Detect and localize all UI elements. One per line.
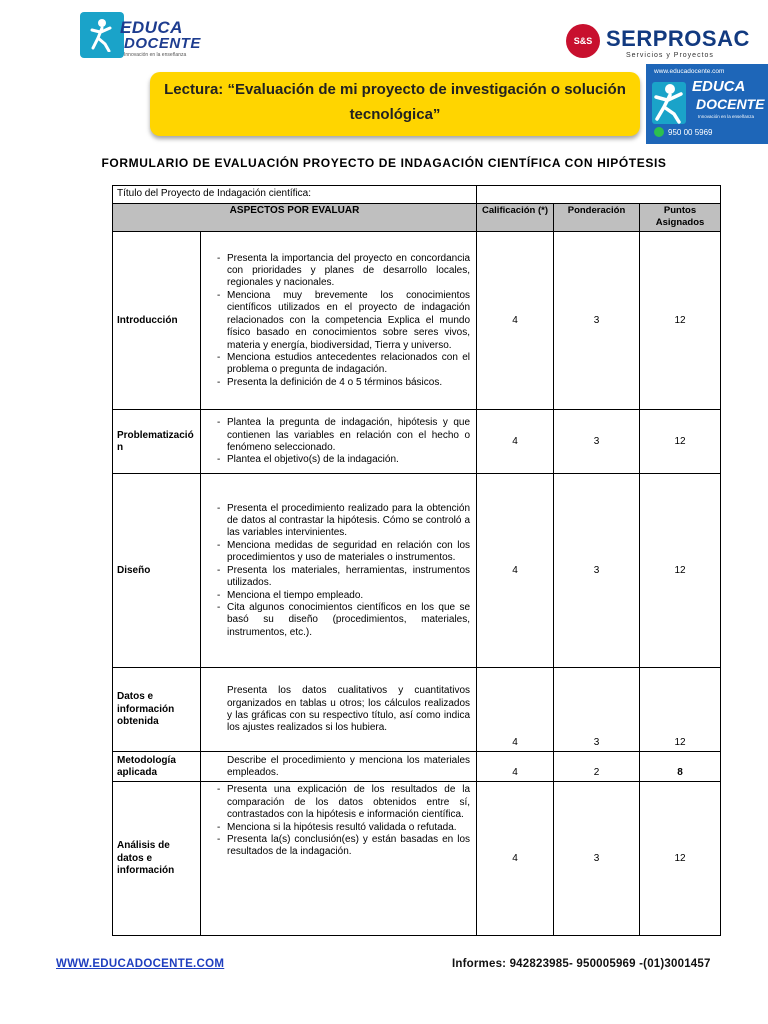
grade-cell: 4	[477, 668, 554, 752]
weight-cell: 3	[554, 668, 640, 752]
criteria-list	[217, 503, 470, 639]
criteria-item: - Presenta los materiales, herramientas, instrumentos utilizados.	[217, 565, 470, 590]
table-header-row	[113, 204, 721, 232]
whatsapp-icon	[654, 127, 664, 137]
banner-line1: Lectura: “Evaluación de mi proyecto de investigación o solución	[164, 81, 626, 98]
grade-cell: 4	[477, 782, 554, 936]
form-title: FORMULARIO DE EVALUACIÓN PROYECTO DE INDAGACIÓN CIENTÍFICA CON HIPÓTESIS	[101, 156, 667, 170]
criteria-item: - Presenta el procedimiento realizado para la obtención de datos al contrastar la hipótesis. Cómo se controló a las variables intervinientes.	[217, 503, 470, 540]
criteria-cell	[201, 782, 477, 936]
ad-website: www.educadocente.com	[654, 68, 725, 75]
header-points: Puntos Asignados	[640, 204, 721, 232]
runner-figure-icon	[652, 82, 686, 124]
project-title-row	[113, 186, 721, 204]
serprosac-subtitle: Servicios y Proyectos	[626, 52, 714, 59]
header-weight: Ponderación	[554, 204, 640, 232]
table-row	[113, 474, 721, 668]
aspect-cell: Datos e información obtenida	[113, 668, 201, 752]
weight-cell: 3	[554, 782, 640, 936]
header-aspects: ASPECTOS POR EVALUAR	[113, 204, 477, 232]
criteria-text: Presenta los datos cualitativos y cuantitativos organizados en tablas u otros; los cálculos realizados y las gráficas con su respectivo título, así como indica los ajustes realizados si los hubiera.	[227, 685, 471, 734]
footer-website-link[interactable]: WWW.EDUCADOCENTE.COM	[56, 958, 225, 970]
grade-cell: 4	[477, 474, 554, 668]
criteria-item: - Menciona el tiempo empleado.	[217, 590, 470, 602]
weight-cell: 3	[554, 232, 640, 410]
weight-cell: 3	[554, 410, 640, 474]
logo-line2: DOCENTE	[124, 35, 201, 52]
criteria-item: - Menciona si la hipótesis resultó validada o refutada.	[217, 822, 470, 834]
ad-phone: 950 00 5969	[668, 128, 713, 137]
aspect-cell: Introducción	[113, 232, 201, 410]
table-row	[113, 668, 721, 752]
project-title-field[interactable]	[477, 186, 721, 204]
aspect-cell: Diseño	[113, 474, 201, 668]
aspect-cell: Metodología aplicada	[113, 752, 201, 782]
criteria-item: - Presenta una explicación de los resultados de la comparación de los datos obtenidos entre sí, contrastados con la hipótesis e información científica.	[217, 784, 470, 821]
aspect-cell: Problematización	[113, 410, 201, 474]
criteria-item: - Plantea el objetivo(s) de la indagación.	[217, 454, 470, 466]
educa-docente-ad	[646, 64, 768, 144]
points-cell: 12	[640, 668, 721, 752]
points-cell: 12	[640, 410, 721, 474]
banner-line2: tecnológica”	[349, 106, 441, 123]
logo-line1: EDUCA	[120, 18, 183, 37]
serprosac-badge-icon: S&S	[566, 24, 600, 58]
criteria-cell	[201, 752, 477, 782]
serprosac-name: SERPROSAC	[606, 26, 750, 51]
table-row	[113, 410, 721, 474]
logo-tagline: Innovación en la enseñanza	[124, 52, 187, 58]
points-cell: 8	[640, 752, 721, 782]
weight-cell: 2	[554, 752, 640, 782]
grade-cell: 4	[477, 752, 554, 782]
criteria-cell	[201, 410, 477, 474]
ad-line2: DOCENTE	[696, 96, 765, 112]
table-row	[113, 782, 721, 936]
points-cell: 12	[640, 782, 721, 936]
reading-title-banner	[150, 72, 640, 136]
runner-figure-icon	[80, 12, 124, 58]
criteria-item: - Plantea la pregunta de indagación, hipótesis y que contienen las variables en relación con el hecho o fenómeno seleccionado.	[217, 417, 470, 454]
table-row	[113, 232, 721, 410]
criteria-cell	[201, 668, 477, 752]
criteria-item: - Cita algunos conocimientos científicos en los que se basó su diseño (procedimientos, materiales, instrumentos, etc.).	[217, 602, 470, 639]
criteria-list	[217, 417, 470, 467]
header-grade: Calificación (*)	[477, 204, 554, 232]
criteria-item: - Presenta la definición de 4 o 5 términos básicos.	[217, 377, 470, 389]
points-cell: 12	[640, 232, 721, 410]
criteria-list	[217, 784, 470, 858]
criteria-item: - Menciona estudios antecedentes relacionados con el problema o pregunta de indagación.	[217, 352, 470, 377]
educa-docente-logo	[80, 12, 200, 60]
points-cell: 12	[640, 474, 721, 668]
footer-contact: Informes: 942823985- 950005969 -(01)3001457	[452, 958, 711, 970]
ad-tagline: Innovación en la enseñanza	[698, 114, 755, 119]
criteria-list	[217, 253, 470, 389]
criteria-item: - Presenta la importancia del proyecto en concordancia con prioridades y planes de desarrollo locales, regionales y nacionales.	[217, 253, 470, 290]
grade-cell: 4	[477, 232, 554, 410]
criteria-text: Describe el procedimiento y menciona los materiales empleados.	[227, 754, 471, 778]
project-title-label: Título del Proyecto de Indagación científica:	[113, 186, 477, 204]
evaluation-table	[112, 185, 721, 936]
weight-cell: 3	[554, 474, 640, 668]
ad-line1: EDUCA	[692, 78, 746, 95]
criteria-item: - Presenta la(s) conclusión(es) y están basadas en los resultados de la indagación.	[217, 834, 470, 859]
criteria-cell	[201, 232, 477, 410]
criteria-item: - Menciona muy brevemente los conocimientos científicos utilizados en el proyecto de indagación relacionados con la competencia Explica el mundo físico basado en conocimientos sobre seres vivos, materia y energía, biodiversidad, Tierra y universo.	[217, 290, 470, 352]
aspect-cell: Análisis de datos e información	[113, 782, 201, 936]
criteria-item: - Menciona medidas de seguridad en relación con los procedimientos y uso de materiales o instrumentos.	[217, 540, 470, 565]
grade-cell: 4	[477, 410, 554, 474]
table-row	[113, 752, 721, 782]
serprosac-logo	[566, 24, 750, 68]
criteria-cell	[201, 474, 477, 668]
